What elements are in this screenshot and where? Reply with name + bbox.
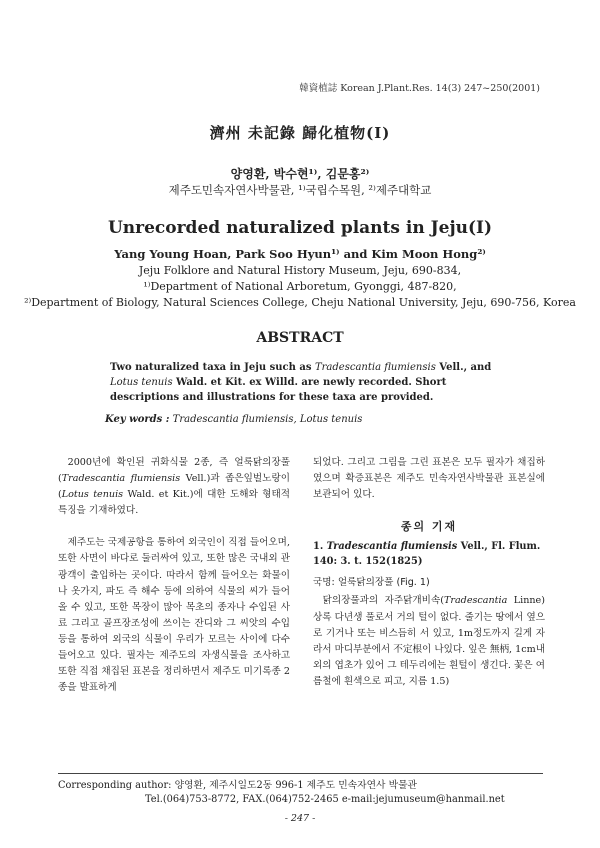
page-number: - 247 - xyxy=(284,813,316,824)
keywords-items: Tradescantia flumiensis, Lotus tenuis xyxy=(172,414,363,425)
running-header: 韓資植誌 Korean J.Plant.Res. 14(3) 247~250(2001) xyxy=(299,83,540,94)
korean-name: 국명: 얼룩닭의장풀 (Fig. 1) xyxy=(313,577,430,589)
keywords xyxy=(105,414,362,425)
species-citation: 1. Tradescantia flumiensis Vell., Fl. Flum. 140: 3. t. 152(1825) xyxy=(313,541,541,568)
abstract-text: Two naturalized taxa in Jeju such as Tradescantia flumiensis Vell., and Lotus tenuis Wald. et Kit. ex Willd. are newly recorded. Short descriptions and illustrations for these taxa are provided. xyxy=(110,362,492,403)
species-description: 닭의장풀과의 자주닭개비속(Tradescantia Linne) 상록 다년생 풀로서 거의 털이 없다. 줄기는 땅에서 옆으로 기거나 또는 비스듬히 서 있고, 1m정도까지 길게 자라서 마디부분에서 不定根이 나있다. 잎은 無柄, 1cm내외의 엽초가 있어 그 테두리에는 흰털이 생긴다. 꽃은 여름철에 흰색으로 피고, 지름 1.5) xyxy=(313,595,545,687)
continuation-paragraph: 되었다. 그리고 그림을 그린 표본은 모두 필자가 채집하였으며 확증표본은 제주도 민속자연사박물관 표본실에 보관되어 있다. xyxy=(313,457,545,501)
affiliation-2: ¹⁾Department of National Arboretum, Gyonggi, 487-820, xyxy=(143,280,457,293)
section-heading: 종의 기재 xyxy=(400,520,458,534)
footnote-divider xyxy=(58,773,543,774)
intro-paragraph: 2000년에 확인된 귀화식물 2종, 즉 얼룩닭의장풀 (Tradescantia flumiensis Vell.)과 좁은잎벌노랑이 (Lotus tenuis Wald. et Kit.)에 대한 도해와 형태적 특징을 기재하였다. xyxy=(58,457,290,517)
affiliation-1: Jeju Folklore and Natural History Museum, Jeju, 690-834, xyxy=(138,264,462,277)
korean-title: 濟州 未記錄 歸化植物(Ⅰ) xyxy=(209,124,391,142)
abstract-heading: ABSTRACT xyxy=(256,330,344,346)
contact-info: Tel.(064)753-8772, FAX.(064)752-2465 e-mail:jejumuseum@hanmail.net xyxy=(145,794,505,805)
corresponding-author: Corresponding author: 양영환, 제주시일도2동 996-1 제주도 민속자연사 박물관 xyxy=(58,780,418,791)
right-column xyxy=(313,455,545,706)
english-authors: Yang Young Hoan, Park Soo Hyun¹⁾ and Kim Moon Hong²⁾ xyxy=(114,247,486,261)
korean-authors: 양영환, 박수현¹⁾, 김문홍²⁾ xyxy=(230,167,370,181)
background-paragraph: 제주도는 국제공항을 통하여 외국인이 직접 들어오며, 또한 사면이 바다로 둘러싸여 있고, 또한 많은 국내외 관광객이 출입하는 곳이다. 따라서 함께 들어오는 화물이나 옷가지, 파도 즉 해수 등에 의하여 식물의 씨가 들어올 수 있고, 또한 목장이 많아 목초의 종자나 수입된 사료 그리고 골프장조성에 쓰이는 잔디와 그 씨앗의 수입 등을 통하여 외국의 식물이 우리가 모르는 사이에 다수 들어오고 있다. 필자는 제주도의 자생식물을 조사하고 또한 직접 채집된 표본을 정리하면서 제주도 미기록종 2종을 발표하게 xyxy=(58,537,290,694)
english-title: Unrecorded naturalized plants in Jeju(Ⅰ) xyxy=(107,218,493,238)
left-column xyxy=(58,455,290,712)
korean-affiliations: 제주도민속자연사박물관, ¹⁾국립수목원, ²⁾제주대학교 xyxy=(168,183,432,197)
affiliation-3: ²⁾Department of Biology, Natural Sciences College, Cheju National University, Jeju, 690-756, Korea xyxy=(24,296,576,309)
keywords-label: Key words : xyxy=(105,414,170,425)
